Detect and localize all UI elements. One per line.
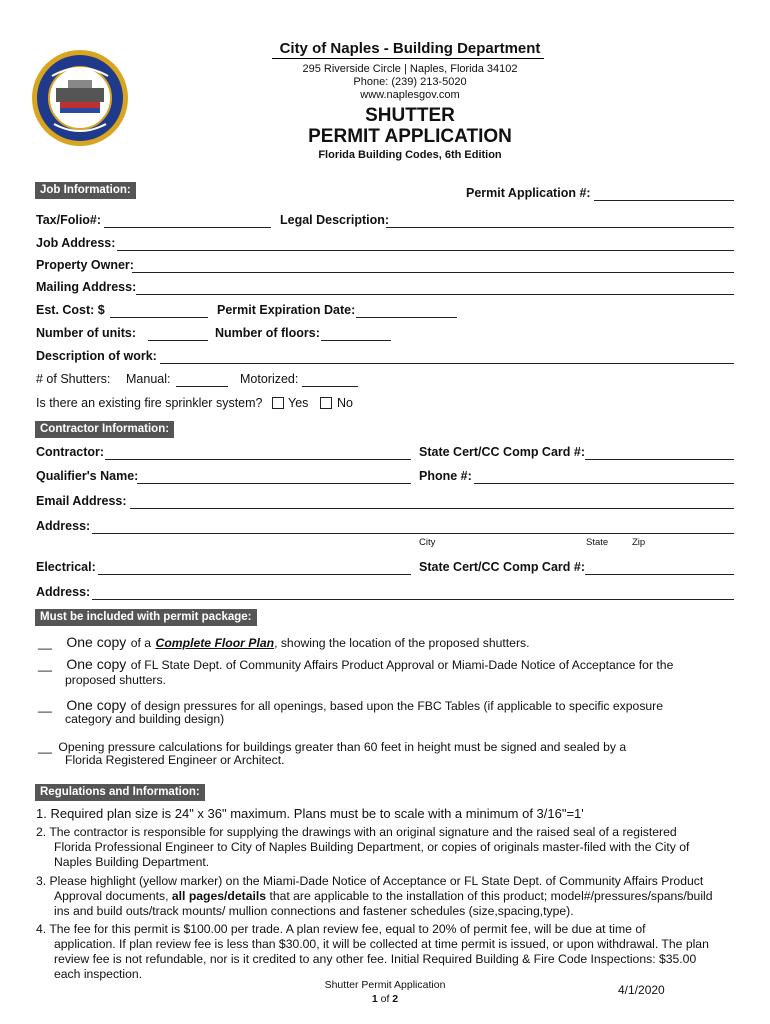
regulation-3-line3: ins and build outs/track mounts/ mullion connections and fastener schedules (size,spacing,type). [54,904,574,918]
footer-document-name: Shutter Permit Application [324,979,446,991]
motorized-label: Motorized: [240,372,299,386]
department-phone: Phone: (239) 213-5020 [353,76,467,88]
motorized-count-field[interactable] [302,386,358,387]
qualifier-name-field[interactable] [137,483,411,484]
expiration-date-field[interactable] [356,317,457,318]
regulation-2-line2: Florida Professional Engineer to City of Naples Building Department, or copies of originals master-filed with the City of [54,840,690,854]
legal-description-label: Legal Description: [280,213,390,227]
est-cost-label: Est. Cost: $ [36,303,105,317]
email-address-label: Email Address: [36,494,127,508]
city-caption: City [419,537,436,548]
city-seal-logo [30,48,130,148]
electrical-label: Electrical: [36,560,96,574]
sprinkler-no-label: No [337,396,353,410]
contractor-address-field[interactable] [92,533,734,534]
mailing-address-label: Mailing Address: [36,280,137,294]
electrical-field[interactable] [98,574,411,575]
sprinkler-yes-checkbox[interactable] [272,397,284,409]
department-address: 295 Riverside Circle | Naples, Florida 34102 [302,63,518,75]
package-section-header: Must be included with permit package: [35,609,257,626]
contractor-info-section-header: Contractor Information: [35,421,174,438]
number-of-units-field[interactable] [148,340,208,341]
title-underline [272,58,544,59]
state-cert-field[interactable] [585,459,734,460]
electrical-cert-label: State Cert/CC Comp Card #: [419,560,585,574]
footer-page-number: 1 of 2 [371,993,399,1005]
phone-field[interactable] [474,483,734,484]
package-item-opening-pressure-cont: Florida Registered Engineer or Architect. [65,753,285,767]
package-item-product-approval: __ One copy of FL State Dept. of Community Affairs Product Approval or Miami-Dade Notice of Acceptance for the [38,656,674,672]
checklist-blank[interactable]: __ [38,636,52,650]
footer-date: 4/1/2020 [618,983,665,997]
department-website: www.naplesgov.com [360,89,460,101]
electrical-address-label: Address: [36,585,91,599]
mailing-address-field[interactable] [136,294,734,295]
regulation-3: 3. Please highlight (yellow marker) on the Miami-Dade Notice of Acceptance or FL State Dept. of Community Affairs Product [36,874,704,888]
number-of-floors-label: Number of floors: [215,326,320,340]
job-info-section-header: Job Information: [35,182,136,199]
manual-label: Manual: [126,372,171,386]
doc-title-line2: PERMIT APPLICATION [308,126,512,147]
regulations-section-header: Regulations and Information: [35,784,205,801]
regulation-4-line4: each inspection. [54,967,143,981]
package-item-product-approval-cont: proposed shutters. [65,673,166,687]
department-title: City of Naples - Building Department [279,40,541,57]
permit-number-field[interactable] [594,200,734,201]
package-item-design-pressures-cont: category and building design) [65,712,225,726]
description-of-work-field[interactable] [160,363,734,364]
checklist-blank[interactable]: __ [38,658,52,672]
contractor-label: Contractor: [36,445,105,459]
regulation-3-line2: Approval documents, all pages/details that are applicable to the installation of this product; model#/pressures/spans/build [54,889,713,903]
phone-label: Phone #: [419,469,472,483]
email-address-field[interactable] [130,508,734,509]
contractor-field[interactable] [105,459,411,460]
electrical-address-field[interactable] [92,599,734,600]
est-cost-field[interactable] [110,317,208,318]
sprinkler-no-checkbox[interactable] [320,397,332,409]
legal-description-field[interactable] [386,227,734,228]
sprinkler-yes-label: Yes [288,396,309,410]
number-of-floors-field[interactable] [321,340,391,341]
job-address-field[interactable] [117,250,734,251]
zip-caption: Zip [632,537,646,548]
state-cert-label: State Cert/CC Comp Card #: [419,445,585,459]
checklist-blank[interactable]: __ [38,699,52,713]
job-address-label: Job Address: [36,236,116,250]
contractor-address-label: Address: [36,519,91,533]
doc-title-line1: SHUTTER [365,105,455,126]
qualifier-name-label: Qualifier's Name: [36,469,139,483]
regulation-4-line3: review fee is not refundable, nor is it credited to any other fee. Initial Required Building & Fire Code Inspections: $35.00 [54,952,697,966]
checklist-blank[interactable]: __ [38,740,52,754]
manual-count-field[interactable] [176,386,228,387]
package-item-design-pressures: __ One copy of design pressures for all openings, based upon the FBC Tables (if applicable to specific exposure [38,697,664,713]
permit-number-label: Permit Application #: [466,186,591,200]
property-owner-field[interactable] [132,272,734,273]
regulation-2: 2. The contractor is responsible for supplying the drawings with an original signature and the raised seal of a registered [36,825,677,839]
state-caption: State [586,537,609,548]
regulation-4: 4. The fee for this permit is $100.00 per trade. A plan review fee, equal to 20% of permit fee, will be due at time of [36,922,646,936]
regulation-1: 1. Required plan size is 24" x 36" maximum. Plans must be to scale with a minimum of 3/16"=1' [36,806,584,821]
number-of-units-label: Number of units: [36,326,136,340]
tax-folio-field[interactable] [104,227,271,228]
description-of-work-label: Description of work: [36,349,157,363]
sprinkler-question: Is there an existing fire sprinkler system? [36,396,263,410]
package-item-floor-plan: __ One copy of a Complete Floor Plan, showing the location of the proposed shutters. [38,634,530,650]
electrical-cert-field[interactable] [585,574,734,575]
shutters-label: # of Shutters: [36,372,111,386]
package-item-opening-pressure: __ Opening pressure calculations for buildings greater than 60 feet in height must be signed and sealed by a [38,740,627,754]
building-codes: Florida Building Codes, 6th Edition [318,149,502,161]
expiration-date-label: Permit Expiration Date: [217,303,356,317]
property-owner-label: Property Owner: [36,258,134,272]
regulation-2-line3: Naples Building Department. [54,855,210,869]
tax-folio-label: Tax/Folio#: [36,213,102,227]
regulation-4-line2: application. If plan review fee is less than $30.00, it will be collected at time permit is issued, or upon withdrawal. The plan [54,937,709,951]
